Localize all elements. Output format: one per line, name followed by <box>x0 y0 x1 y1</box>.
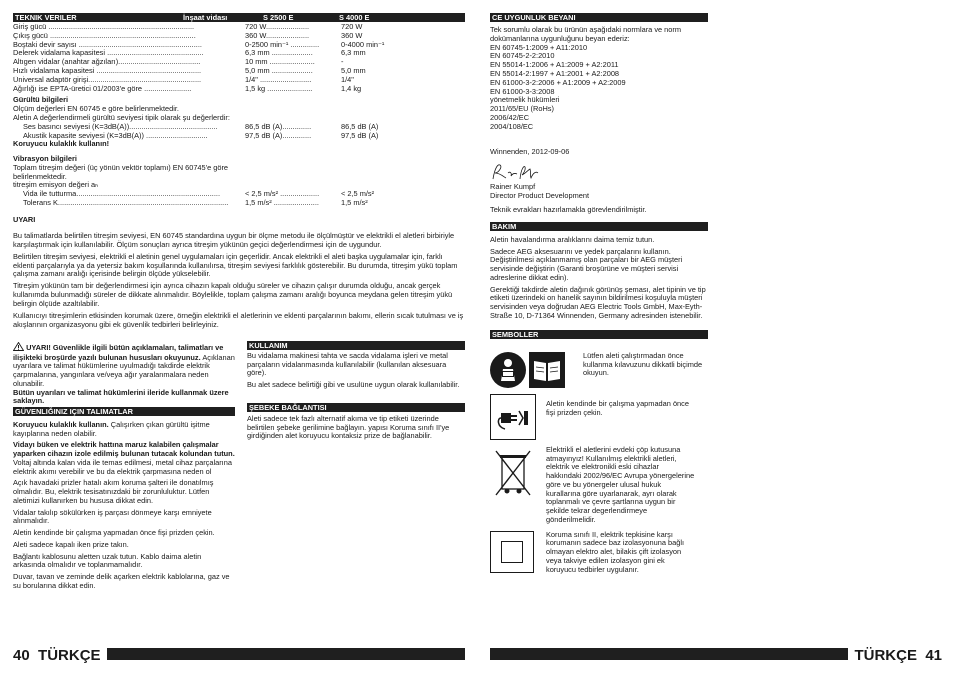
table-cell-label: Tolerans K................................................................................... <box>23 198 229 207</box>
noise-text: Ölçüm değerleri EN 60745 e göre belirlenmektedir. <box>13 105 179 114</box>
right-page <box>477 0 954 677</box>
vibration-block <box>13 155 465 208</box>
safety-p2-bold: Vidayı büken ve elektrik hattına maruz kalabilen çalışmalar yaparken cihazın izole edilmiş bulunan tutacak kolundan tutun. <box>13 440 235 459</box>
table-cell-label: Akustik kapasite seviyesi (K=3dB(A)) .............................. <box>23 131 208 140</box>
table-cell-label: Vida ile tutturma...................................................................... <box>23 190 221 199</box>
ce-line: 2006/42/EC <box>490 113 530 122</box>
table-cell-label: Altıgen vidalar (anahtar ağzıları)........................................ <box>13 58 201 67</box>
table-cell-v2: 6,3 mm <box>341 49 366 58</box>
symbol-unplug-text: Aletin kendinde bir çalışma yapmadan önce fişi prizden çekin. <box>546 399 689 417</box>
table-row <box>13 76 465 85</box>
table-row <box>13 67 465 76</box>
table-row <box>13 58 465 67</box>
ce-signer-role: Director Product Development <box>490 192 589 201</box>
symbol-weee-text: Elektrikli el aletlerini evdeki çöp kutusuna atmayınyız! Kullanılmış elektrikli aletleri, elektrik ve elektronikli eski cihazlar hakkındaki 2002/96/EC Avrupa yönergelerine göre ve bu yönergeler ulusal hukuk kurallarına göre uyarlanarak, ayrı olarak toplanmalı ve çevre şartlarına uygun bir şekilde tekrar degerlendirmeye gönderilmelidir. <box>546 445 695 524</box>
usage-header: KULLANIM <box>247 341 465 350</box>
ce-line: Tek sorumlu olarak bu ürünün aşağıdaki normlara ve norm <box>490 26 682 34</box>
left-page-number: 40 <box>13 647 30 664</box>
manual-book-icon <box>529 352 565 388</box>
mains-p1: Aleti sadece tek fazlı alternatif akıma ve tip etiketi üzerinde belirtilen şebeke gerilimine bağlayın. yapısı Koruma sınıfı II'ye girdiğinden alet koruyucu kontaksiz prize de bağlanabilir. <box>247 414 450 441</box>
right-page-number: 41 <box>925 647 942 664</box>
table-row <box>13 32 465 41</box>
table-cell-label: Delerek vidalama kapasitesi ............................................... <box>13 49 204 58</box>
table-cell-v1: 360 W..................... <box>245 31 310 40</box>
table-row <box>13 41 465 50</box>
table-cell-v2: 0-4000 min⁻¹ <box>341 40 385 49</box>
table-cell-v2: < 2,5 m/s² <box>341 190 375 199</box>
ce-line: yönetmelik hükümleri <box>490 96 560 105</box>
symbol-unplug <box>490 394 708 440</box>
right-footer-language: TÜRKÇE <box>854 647 917 664</box>
table-cell-label: Giriş gücü ....................................................................... <box>13 23 195 31</box>
table-cell-v2: - <box>341 58 344 67</box>
left-footer <box>13 648 107 664</box>
ce-line: 2004/108/EC <box>490 122 534 131</box>
table-cell-label: Çıkış gücü ....................................................................... <box>13 31 196 40</box>
table-cell-v1: 0-2500 min⁻¹ .............. <box>245 40 320 49</box>
safety-intro-head: UYARI! Güvenlikle ilgili bütün açıklamaları, talimatları ve ilişikteki broşürde yazılı bulunan hususları okuyunuz. <box>13 343 224 362</box>
ce-lines <box>490 26 708 132</box>
symbol-read-manual-text: Lütfen aleti çalıştırmadan önce kullanma kılavuzunu dikkatli biçimde okuyun. <box>583 351 703 378</box>
table-cell-v1: 6,3 mm .................... <box>245 49 313 58</box>
table-cell-v1: 1,5 m/s² ...................... <box>245 198 319 207</box>
usage-p2: Bu alet sadece belirtiği gibi ve usulüne uygun olarak kullanılabilir. <box>247 380 460 390</box>
table-cell-v2: 360 W <box>341 31 363 40</box>
safety-p4: Vidalar takılıp sökülürken iş parçası dönmeye karşı emniyete alınmalıdır. <box>13 507 212 526</box>
vibration-title: Vibrasyon bilgileri <box>13 155 77 164</box>
table-cell-v1: < 2,5 m/s² ................... <box>245 190 320 199</box>
warning-title: UYARI <box>13 215 36 224</box>
safety-p6: Aleti sadece kapalı iken prize takın. <box>13 539 129 549</box>
symbol-weee <box>490 446 708 525</box>
safety-intro <box>13 342 235 409</box>
table-cell-label: Üniversal adaptör girişi....................................................... <box>13 75 202 84</box>
table-cell-v1: 720 W..................... <box>245 23 310 31</box>
table-row <box>13 85 465 94</box>
ce-section <box>490 13 708 215</box>
symbols-section <box>490 330 708 580</box>
usage-p1: Bu vidalama makinesi tahta ve sacda vidalama işleri ve metal parçaların vidalanmasında kullanılabilir (kullanılan aksesuara göre). <box>247 351 448 378</box>
symbols-header: SEMBOLLER <box>490 330 708 339</box>
table-cell-v2: 97,5 dB (A) <box>341 131 379 140</box>
table-cell-v1: 1/4" ......................... <box>245 75 312 84</box>
table-cell-label: Hızlı vidalama kapasitesi ................................................... <box>13 66 202 75</box>
safety-p8: Duvar, tavan ve zeminde delik açarken elektrik kablolarına, gaz ve su borularına dikkat edin. <box>13 572 230 590</box>
table-row <box>23 123 465 132</box>
table-cell-v1: 86,5 dB (A).............. <box>245 122 312 131</box>
symbol-read-manual <box>490 352 708 388</box>
table-cell-v2: 5,0 mm <box>341 66 366 75</box>
vibration-rows <box>13 190 465 208</box>
table-row <box>23 190 465 199</box>
ce-line: dokümanlarına uygunluğunu beyan ederiz: <box>490 34 630 43</box>
unplug-icon <box>490 394 536 440</box>
safety-intro-body: Açıklanan uyarılara ve talimat hükümlerine uyulmadığı takdirde elektrik çarpmalarına, yangınlara ve/veya ağır yaralanmalara neden olunabilir. <box>13 352 235 388</box>
safety-p1: Çalışırken çıkan gürültü işitme kayıplarına neden olabilir. <box>13 420 210 438</box>
noise-text2: Aletin A değerlendirmeli gürültü seviyesi tipik olarak şu değerlerdir: <box>13 112 230 122</box>
table-cell-v2: 86,5 dB (A) <box>341 122 379 131</box>
table-cell-v1: 10 mm ...................... <box>245 58 315 67</box>
warning-p1: Bu talimatlarda belirtilen titreşim seviyesi, EN 60745 standardına uygun bir ölçme metodu ile ölçülmüştür ve elektrikli el aletleri birbiriyle karşılaştırmak için kullanılabilir. Ölçüm sonuçları ayrıca titreşim yükünün geçici değerlendirmesi için de uygundur. <box>13 230 455 249</box>
safety-p7: Bağlantı kablosunu aletten uzak tutun. Kablo daima aletin arkasında olmalıdır ve toplanmamalıdır. <box>13 551 202 570</box>
table-cell-v1: 1,5 kg ...................... <box>245 84 313 93</box>
table-cell-label: Ağırlığı ise EPTA-üretici 01/2003'e göre ....................... <box>13 84 192 93</box>
maintenance-section <box>490 222 708 324</box>
ce-line: EN 60745-2-2:2010 <box>490 52 555 61</box>
table-cell-v2: 1,5 m/s² <box>341 198 368 207</box>
safety-p1-bold: Koruyucu kulaklık kullanın. <box>13 420 109 429</box>
table-cell-v2: 1/4" <box>341 75 354 84</box>
maintenance-p2: Sadece AEG aksesuarını ve yedek parçalarını kullanın. Değiştirilmesi açıklanmamış olan parçaları bir AEG müşteri servisinde değiştirin (Garanti broşürüne ve müşteri servisi adreslerine dikkat edin). <box>490 246 683 282</box>
safety-p3: Açık havadaki prizler hatalı akım koruma şalteri ile donatılmış olmalıdır. Bu, elektrik tesisatınızdaki bir zorunluluktur. Lütfen aletimizi kullanırken bu hususa dikkat edin. <box>13 478 214 505</box>
safety-intro-keep: Bütün uyarıları ve talimat hükümlerini ileride kullanmak üzere saklayın. <box>13 387 229 406</box>
ce-signer-name: Rainer Kumpf <box>490 183 536 192</box>
vibration-text: Toplam titreşim değeri (üç yönün vektör toplamı) EN 60745'e göre belirlenmektedir. <box>13 162 229 181</box>
ce-line: EN 55014-2:1997 + A1:2001 + A2:2008 <box>490 69 620 78</box>
tech-model1: S 2500 E <box>263 13 294 22</box>
table-cell-v1: 97,5 dB (A).............. <box>245 131 312 140</box>
table-cell-v1: 5,0 mm .................... <box>245 66 313 75</box>
double-insulation-icon <box>490 531 534 573</box>
noise-block <box>13 96 465 149</box>
symbol-class2 <box>490 531 708 575</box>
ce-line: EN 61000-3-3:2008 <box>490 87 555 96</box>
safety-section <box>13 407 235 593</box>
maintenance-p3: Gerektiği takdirde aletin dağınık görünüş şeması, alet tipinin ve tip etiketi üzerindeki on hanelik sayının bildirilmesi koşuluyla müşteri servisinden veya doğrudan AEG Electric Tools GmbH, Max-Eyth-Straße 10, D-71364 Winnenden, Germany adresinden istenebilir. <box>490 284 706 320</box>
tech-model2: S 4000 E <box>339 13 370 22</box>
mains-header: ŞEBEKE BAĞLANTISI <box>247 403 465 412</box>
table-cell-v2: 720 W <box>341 23 363 31</box>
signature-image <box>490 161 708 183</box>
maintenance-header: BAKIM <box>490 222 708 231</box>
ce-header: CE UYGUNLUK BEYANI <box>490 13 708 22</box>
left-footer-language: TÜRKÇE <box>38 647 101 664</box>
table-row <box>23 199 465 208</box>
maintenance-p1: Aletin havalandırma aralıklarını daima temiz tutun. <box>490 235 655 244</box>
ce-line: EN 61000-3-2:2006 + A1:2009 + A2:2009 <box>490 78 626 87</box>
table-row <box>23 132 465 141</box>
noise-title: Gürültü bilgileri <box>13 96 69 105</box>
noise-warning: Koruyucu kulaklık kullanın! <box>13 140 110 149</box>
warning-section <box>13 216 465 333</box>
table-cell-label: Ses basıncı seviyesi (K=3dB(A))........................................... <box>23 122 218 131</box>
warning-p3: Titreşim yükünün tam bir değerlendirmesi için ayrıca cihazın kapalı olduğu süreler ve cihazın çalışır durumda olduğu, ancak gerçek kullanımda bulunmadığı süreler de dikkate alınmalıdır. Böylelikle, toplam çalışma zamanı aralığı boyunca meydana gelen titreşim yükü belirgin ölçüde azaltılabilir. <box>13 281 453 308</box>
table-cell-v2: 1,4 kg <box>341 84 362 93</box>
safety-header: GÜVENLIĞINIZ IÇIN TALIMATLAR <box>13 407 235 416</box>
safety-p2: Voltaj altında kalan vida ile temas edilmesi, metal cihaz parçalarına elektrik akımı verebilir ve bu da elektrik çarpmasına neden ol <box>13 457 232 476</box>
ce-line: 2011/65/EU (RoHs) <box>490 105 554 114</box>
usage-section <box>247 341 465 393</box>
mains-section <box>247 403 465 444</box>
table-row <box>13 49 465 58</box>
tech-rows <box>13 23 465 93</box>
noise-rows <box>13 123 465 141</box>
ce-docs: Teknik evrakları hazırlamakla görevlendirilmiştir. <box>490 205 647 214</box>
safety-p5: Aletin kendinde bir çalışma yapmadan önce fişi prizden çekin. <box>13 528 215 538</box>
crossed-bin-icon <box>490 446 536 518</box>
tech-section <box>13 13 465 208</box>
warning-p2: Belirtilen titreşim seviyesi, elektrikli el aletinin genel uygulamaları için geçerlidir. Ancak elektrikli el aleti başka uygulamalar için, farklı eklenti parçalarıyla ya da yetersiz bakım koşullarında kullanılırsa, titreşim seviyesi farklılık gösterebilir. Bu durumda, titreşim yükü toplam çalışma zamanı aralığı içerisinde belirgin ölçüde yükselebilir. <box>13 251 458 279</box>
warning-p4: Kullanıcıyı titreşimlerin etkisinden korumak üzere, örneğin elektrikli el aletlerinin ve eklenti parçalarının bakımı, ellerin sıcak tutulması ve iş akışlarının organizasyonu gibi ek güvenlik tedbirleri belirleyiniz. <box>13 310 464 329</box>
ce-line: EN 60745-1:2009 + A11:2010 <box>490 43 588 52</box>
table-cell-label: Boştaki devir sayısı ............................................................ <box>13 40 202 49</box>
table-row <box>13 23 465 32</box>
person-reading-icon <box>490 352 526 388</box>
symbol-class2-text: Koruma sınıfı II, elektrik tepkisine karşı korumanın sadece baz izolasyonuna bağlı olmayan elektro alet, bilakis çift izolasyon veya takviye edilen izolasyon gini ek koruyucu tedbirler uygulanır. <box>546 529 685 574</box>
ce-place-date: Winnenden, 2012-09-06 <box>490 147 570 156</box>
vibration-text2: titreşim emisyon değeri aₕ <box>13 181 99 190</box>
tech-col-head: İnşaat vidası <box>183 13 228 22</box>
ce-line: EN 55014-1:2006 + A1:2009 + A2:2011 <box>490 61 619 70</box>
right-footer <box>848 648 942 664</box>
tech-header <box>13 13 465 22</box>
tech-title: TEKNIK VERILER <box>15 13 77 22</box>
